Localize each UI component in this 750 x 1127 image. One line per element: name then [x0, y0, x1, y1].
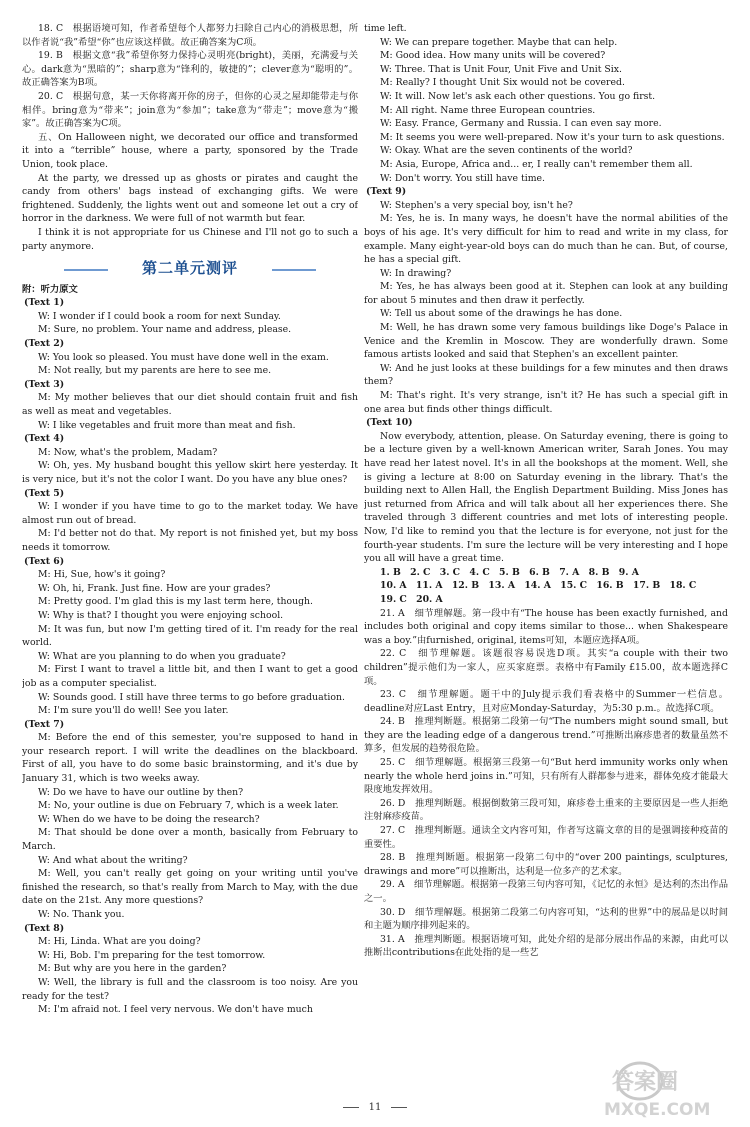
section-title: 第二单元测评	[141, 259, 238, 278]
answer-explanation: 29. A 细节理解题。根据第一段第三句内容可知，《记忆的永恒》是达利的杰出作品之一。	[364, 879, 728, 904]
transcript-line: M: Pretty good. I'm glad this is my last term here, though.	[38, 596, 313, 608]
answer-item: 19. B 根据文意“我”希望你努力保持心灵明亮(bright)，美丽，充满爱与关心。dark意为“黑暗的”；sharp意为“锋利的，敏捷的”；clever意为“聪明的”。故正确答案为B项。	[22, 50, 358, 89]
left-column	[22, 22, 358, 1087]
transcript-line: M: But why are you here in the garden?	[38, 963, 227, 975]
page-dash-right	[391, 1107, 407, 1108]
transcript-line: M: Well, he has drawn some very famous buildings like Doge's Palace in Venice and the Kremlin in Moscow. They are wonderfully drawn. Some famous artists looked and said that Stephen's an excellent painter.	[364, 322, 728, 361]
transcript-line: W: I wonder if I could book a room for next Sunday.	[38, 310, 281, 322]
text8-continued	[364, 36, 728, 186]
transcript-tag: (Text 8)	[24, 922, 65, 934]
transcript-line: M: It was fun, but now I'm getting tired of it. I'm ready for the real world.	[22, 623, 358, 649]
transcript-line: W: It will. Now let's ask each other questions. You go first.	[380, 90, 656, 102]
page-number-text: 11	[368, 1102, 382, 1113]
transcript-line: W: I like vegetables and fruit more than meat and fish.	[38, 419, 296, 431]
transcript-line: W: No. Thank you.	[38, 909, 125, 920]
answer-key	[364, 566, 728, 607]
transcript-line: M: Before the end of this semester, you're supposed to hand in your research report. I will write the deadlines on the blackboard. First of all, you have to do some basic brainstorming, and it's due by January 31, which is two weeks away.	[22, 732, 358, 785]
transcript-line: W: Easy. France, Germany and Russia. I can even say more.	[380, 118, 662, 130]
transcript-tag: (Text 7)	[24, 718, 65, 730]
transcript-line: W: And what about the writing?	[38, 854, 188, 866]
transcript-line: W: Oh, yes. My husband bought this yellow skirt here yesterday. It is very nice, but it's not the color I want. Do you have any blue ones?	[22, 460, 358, 485]
section-title-wrap	[22, 259, 358, 278]
transcript-line: W: Sounds good. I still have three terms to go before graduation.	[38, 691, 345, 703]
transcript-tag: (Text 6)	[24, 555, 65, 567]
answer-explanation: 26. D 推理判断题。根据倒数第三段可知，麻疹卷土重来的主要原因是一些人拒绝注射麻疹疫苗。	[364, 797, 728, 823]
right-column	[364, 22, 728, 1087]
transcript-line: M: Hi, Linda. What are you doing?	[38, 936, 201, 948]
transcript-line: M: That should be done over a month, basically from February to March.	[22, 827, 358, 853]
answer-explanations	[364, 607, 728, 960]
transcript-line: W: I wonder if you have time to go to the market today. We have almost run out of bread.	[22, 501, 358, 526]
watermark-icon	[582, 1053, 742, 1123]
transcript-line: M: That's right. It's very strange, isn't it? He has such a special gift in one area but finds other things difficult.	[364, 390, 728, 415]
transcript-line: W: Stephen's a very special boy, isn't he?	[380, 199, 573, 211]
transcript-line: W: Why is that? I thought you were enjoying school.	[38, 609, 284, 621]
transcript-line: W: Hi, Bob. I'm preparing for the test tomorrow.	[38, 949, 266, 961]
transcript-line: M: Hi, Sue, how's it going?	[38, 569, 166, 581]
transcript-line: M: Now, what's the problem, Madam?	[38, 446, 218, 458]
answer-explanation: 24. B 推理判断题。根据第二段第一句“The numbers might sound small, but they are the leading edge of a dangerous trend.”可推断出麻疹患者的数量虽然不算多，但发展的趋势很危险。	[364, 716, 728, 755]
essay-paragraph: At the party, we dressed up as ghosts or pirates and caught the candy from others' bags instead of exchanging gifts. We were frightened. Suddenly, the lights went out and someone let out a cry of horror in the darkness. We were full of not warmth but fear.	[22, 172, 358, 225]
listening-transcripts-right	[364, 185, 728, 566]
transcript-line: W: Well, the library is full and the classroom is too noisy. Are you ready for the test?	[22, 976, 358, 1002]
transcript-line: W: In drawing?	[380, 267, 452, 279]
answer-explanation: 31. A 推理判断题。根据语境可知，此处介绍的是部分展出作品的来源，由此可以推断出contributions在此处指的是一些艺	[364, 933, 728, 959]
answer-explanation: 22. C 细节理解题。该题很容易误选D项。其实“a couple with their two children”提示他们为一家人，应买家庭票。表格中有Family £15.00，故本题选择C项。	[364, 648, 728, 687]
answer-key-row: 10. A 11. A 12. B 13. A 14. A 15. C 16. B 17. B 18. C	[380, 580, 697, 592]
transcript-line: M: Really? I thought Unit Six would not be covered.	[380, 77, 625, 89]
title-decoration-right	[272, 269, 316, 271]
answer-explanation: 23. C 细节理解题。题干中的July提示我们看表格中的Summer一栏信息。deadline对应Last Entry，且对应Monday-Saturday，为5:30 p.m.。故选择C项。	[364, 689, 728, 714]
transcript-line: M: Yes, he is. In many ways, he doesn't have the normal abilities of the boys of his age. It's very difficult for him to read and write in my class, for example. Many eight-year-old boys can do much than he can. But, of course, he has a special gift.	[364, 213, 728, 266]
appendix-heading: 附：听力原文	[22, 283, 78, 295]
transcript-line: M: Well, you can't really get going on your writing until you've finished the research, so that's really from March to May, with the due date on the 21st. Any more questions?	[22, 868, 358, 907]
transcript-tag: (Text 4)	[24, 433, 65, 445]
transcript-line: M: All right. Name three European countries.	[380, 104, 596, 116]
transcript-line: M: Good idea. How many units will be covered?	[380, 50, 606, 62]
transcript-line: W: What are you planning to do when you graduate?	[38, 650, 286, 662]
transcript-line: M: Asia, Europe, Africa and... er, I really can't remember them all.	[380, 158, 693, 170]
transcript-line: W: Tell us about some of the drawings he has done.	[380, 308, 623, 320]
transcript-line: W: Okay. What are the seven continents of the world?	[380, 145, 633, 157]
transcript-line: M: It seems you were well-prepared. Now it's your turn to ask questions.	[380, 131, 725, 143]
answer-explanation: 25. C 细节理解题。根据第三段第一句“But herd immunity works only when nearly the whole herd joins in.”可知，只有所有人群都参与进来，群体免疫才能最大限度地发挥效用。	[364, 757, 728, 796]
answer-explanation: 30. D 细节理解题。根据第二段第二句内容可知，“达利的世界”中的展品是以时间和主题为顺序排列起来的。	[364, 906, 728, 932]
transcript-line: W: Oh, hi, Frank. Just fine. How are your grades?	[38, 582, 271, 594]
transcript-line: W: When do we have to be doing the research?	[38, 813, 260, 825]
transcript-line: M: I'm sure you'll do well! See you later.	[38, 705, 229, 717]
title-decoration-left	[64, 269, 108, 271]
transcript-tag: (Text 9)	[366, 186, 407, 198]
answer-item: 20. C 根据句意，某一天你将离开你的房子，但你的心灵之屋却能带走与你相伴。bring意为“带来”；join意为“参加”；take意为“带走”；move意为“搬家”。故正确答案为C项。	[22, 90, 358, 130]
transcript-tag: (Text 10)	[366, 417, 413, 429]
transcript-line: M: I'm afraid not. I feel very nervous. We don't have much	[38, 1004, 313, 1016]
transcript-line: M: Yes, he has always been good at it. Stephen can look at any building for about 5 minutes and then draw it perfectly.	[364, 281, 728, 306]
answer-explanation: 28. B 推理判断题。根据第一段第二句中的“over 200 paintings, sculptures, drawings and more”可以推断出，达利是一位多产的艺术家。	[364, 852, 728, 877]
answer-item: 18. C 根据语境可知，作者希望每个人都努力扫除自己内心的消极思想，所以作者说“我”希望“你”也应该这样做。故正确答案为C项。	[22, 23, 358, 48]
transcript-tag: (Text 2)	[24, 338, 65, 350]
transcript-line: W: You look so pleased. You must have done well in the exam.	[38, 351, 329, 363]
answer-key-row: 19. C 20. A	[380, 593, 443, 605]
answer-key-row: 1. B 2. C 3. C 4. C 5. B 6. B 7. A 8. B 9. A	[380, 566, 639, 578]
transcript-tag: (Text 1)	[24, 297, 65, 309]
watermark-url: MXQE.COM	[604, 1100, 711, 1120]
watermark-logo	[582, 1053, 742, 1123]
essay-paragraph: I think it is not appropriate for us Chinese and I'll not go to such a party anymore.	[22, 226, 358, 252]
transcript-line: M: Not really, but my parents are here to see me.	[38, 365, 272, 377]
transcript-line: Now everybody, attention, please. On Saturday evening, there is going to be a lecture given by a well-known American writer, Sarah Jones. You may have read her latest novel. It's in all the bookshops at the moment. Well, she is giving a lecture at 8:00 on Saturday evening in the library. That's the building next to Allen Hall, the English Department Building. Miss Jones has just returned from Africa and will talk about all her experiences there. She traveled through 3 different countries and met lots of interesting people. Now, I'd like to remind you that the lecture is for everyone, not just for the fourth-year students. I'm sure the lecture will be very interesting and I hope you all will have a great time.	[364, 430, 728, 565]
transcript-line: M: My mother believes that our diet should contain fruit and fish as well as meat and vegetables.	[22, 392, 358, 418]
page-dash-left	[343, 1107, 359, 1108]
watermark-text: 答案圈	[612, 1070, 679, 1095]
transcript-line: M: I'd better not do that. My report is not finished yet, but my boss needs it tomorrow.	[22, 528, 358, 553]
transcript-line: W: And he just looks at these buildings for a few minutes and then draws them?	[364, 362, 728, 388]
transcript-tag: (Text 5)	[24, 487, 65, 499]
transcript-line: W: Do we have to have our outline by then?	[38, 786, 244, 798]
transcript-tag: (Text 3)	[24, 378, 65, 390]
transcript-line: M: No, your outline is due on February 7, which is a week later.	[38, 800, 339, 812]
listening-transcripts	[22, 296, 358, 1016]
answer-explanation: 27. C 推理判断题。通读全文内容可知，作者写这篇文章的目的是强调接种疫苗的重要性。	[364, 825, 728, 850]
answer-explanation: 21. A 细节理解题。第一段中有“The house has been exactly furnished, and includes both original and copy items similar to those... when Shakespeare was a boy.”由furnished, original, items可知，本题应选择A项。	[364, 607, 728, 646]
transcript-line: M: Sure, no problem. Your name and address, please.	[38, 324, 292, 336]
essay-paragraph: 五、On Halloween night, we decorated our office and transformed it into a “terrible” house, where a party, sponsored by the Trade Union, took place.	[22, 131, 358, 170]
transcript-line: W: Don't worry. You still have time.	[380, 172, 545, 184]
continued-line: time left.	[364, 23, 407, 34]
transcript-line: W: Three. That is Unit Four, Unit Five and Unit Six.	[380, 63, 622, 75]
transcript-line: W: We can prepare together. Maybe that can help.	[380, 36, 618, 48]
transcript-line: M: First I want to travel a little bit, and then I want to get a good job as a computer specialist.	[22, 664, 358, 689]
